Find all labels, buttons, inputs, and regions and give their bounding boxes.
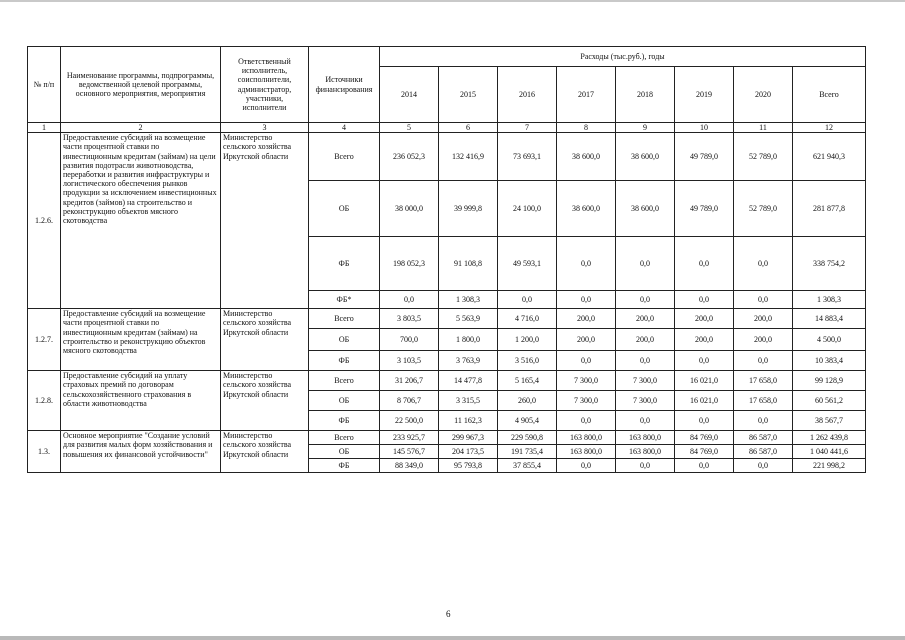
row-year-value: 49 593,1: [498, 237, 557, 291]
row-total-value: 281 877,8: [793, 181, 866, 237]
row-year-value: 38 600,0: [557, 181, 616, 237]
column-number: 6: [439, 123, 498, 133]
row-number: 1.2.7.: [28, 309, 61, 371]
row-year-value: 0,0: [734, 411, 793, 431]
row-year-value: 49 789,0: [675, 181, 734, 237]
row-responsible: Министерство сельского хозяйства Иркутской области: [221, 309, 309, 371]
row-year-value: 8 706,7: [380, 391, 439, 411]
table-row: [28, 431, 866, 445]
row-year-value: 700,0: [380, 329, 439, 351]
row-total-value: 38 567,7: [793, 411, 866, 431]
row-name: Предоставление субсидий на возмещение части процентной ставки по инвестиционным кредитам (займам) на строительство и реконструкцию объектов мясного скотоводства: [61, 309, 221, 371]
row-year-value: 0,0: [557, 237, 616, 291]
row-year-value: 88 349,0: [380, 459, 439, 473]
row-year-value: 0,0: [557, 291, 616, 309]
row-year-value: 39 999,8: [439, 181, 498, 237]
row-source: Всего: [309, 431, 380, 445]
column-number: 10: [675, 123, 734, 133]
column-number: 9: [616, 123, 675, 133]
row-year-value: 200,0: [616, 329, 675, 351]
row-year-value: 0,0: [734, 351, 793, 371]
row-year-value: 200,0: [675, 309, 734, 329]
header-expenses: Расходы (тыс.руб.), годы: [380, 47, 866, 67]
row-year-value: 229 590,8: [498, 431, 557, 445]
column-number: 2: [61, 123, 221, 133]
row-year-value: 38 000,0: [380, 181, 439, 237]
row-year-value: 52 789,0: [734, 133, 793, 181]
row-total-value: 60 561,2: [793, 391, 866, 411]
row-total-value: 338 754,2: [793, 237, 866, 291]
row-year-value: 299 967,3: [439, 431, 498, 445]
column-number: 5: [380, 123, 439, 133]
row-name: Предоставление субсидий на уплату страховых премий по договорам сельскохозяйственного страхования в области животноводства: [61, 371, 221, 431]
row-source: Всего: [309, 371, 380, 391]
row-year-value: 1 200,0: [498, 329, 557, 351]
row-name: Основное мероприятие "Создание условий для развития малых форм хозяйствования и повышения их финансовой устойчивости": [61, 431, 221, 473]
row-total-value: 99 128,9: [793, 371, 866, 391]
row-year-value: 84 769,0: [675, 445, 734, 459]
row-year-value: 11 162,3: [439, 411, 498, 431]
row-source: ФБ: [309, 459, 380, 473]
row-year-value: 14 477,8: [439, 371, 498, 391]
row-year-value: 163 800,0: [557, 445, 616, 459]
row-year-value: 7 300,0: [616, 391, 675, 411]
row-year-value: 198 052,3: [380, 237, 439, 291]
row-total-value: 1 040 441,6: [793, 445, 866, 459]
row-year-value: 200,0: [557, 309, 616, 329]
row-year-value: 3 516,0: [498, 351, 557, 371]
row-source: Всего: [309, 309, 380, 329]
row-year-value: 3 763,9: [439, 351, 498, 371]
row-year-value: 0,0: [675, 237, 734, 291]
row-year-value: 4 905,4: [498, 411, 557, 431]
row-year-value: 91 108,8: [439, 237, 498, 291]
column-number: 7: [498, 123, 557, 133]
header-total: Всего: [793, 67, 866, 123]
row-year-value: 233 925,7: [380, 431, 439, 445]
table-row: [28, 133, 866, 181]
header-year: 2018: [616, 67, 675, 123]
row-year-value: 204 173,5: [439, 445, 498, 459]
page-number: 6: [446, 609, 451, 619]
scan-bottom-edge: [0, 636, 905, 640]
header-year: 2014: [380, 67, 439, 123]
table-row: [28, 309, 866, 329]
row-year-value: 0,0: [498, 291, 557, 309]
header-year: 2020: [734, 67, 793, 123]
row-year-value: 38 600,0: [616, 133, 675, 181]
row-year-value: 0,0: [557, 351, 616, 371]
row-year-value: 22 500,0: [380, 411, 439, 431]
row-year-value: 38 600,0: [616, 181, 675, 237]
row-year-value: 86 587,0: [734, 431, 793, 445]
budget-table: [27, 46, 866, 473]
row-year-value: 5 563,9: [439, 309, 498, 329]
header-year: 2019: [675, 67, 734, 123]
row-source: ОБ: [309, 391, 380, 411]
row-number: 1.3.: [28, 431, 61, 473]
row-name: Предоставление субсидий на возмещение части процентной ставки по инвестиционным кредитам (займам) на цели развития подотрасли животноводства, переработки и развития инфраструктуры и логистического обеспечения рынков продукции за исключением инвестиционных кредитов (займов) на строительство и реконструкцию объектов мясного скотоводства: [61, 133, 221, 309]
row-source: Всего: [309, 133, 380, 181]
row-year-value: 0,0: [616, 237, 675, 291]
header-year: 2016: [498, 67, 557, 123]
row-year-value: 37 855,4: [498, 459, 557, 473]
row-year-value: 1 800,0: [439, 329, 498, 351]
row-year-value: 16 021,0: [675, 371, 734, 391]
row-year-value: 0,0: [557, 459, 616, 473]
row-source: ОБ: [309, 445, 380, 459]
row-year-value: 0,0: [616, 351, 675, 371]
row-source: ОБ: [309, 181, 380, 237]
row-year-value: 200,0: [557, 329, 616, 351]
row-year-value: 7 300,0: [616, 371, 675, 391]
row-year-value: 0,0: [734, 291, 793, 309]
row-year-value: 0,0: [616, 291, 675, 309]
header-responsible: Ответственный исполнитель, соисполнители, администратор, участники, исполнители: [221, 47, 309, 123]
row-year-value: 145 576,7: [380, 445, 439, 459]
header-name: Наименование программы, подпрограммы, ведомственной целевой программы, основного мероприятия, мероприятия: [61, 47, 221, 123]
row-year-value: 200,0: [734, 309, 793, 329]
row-year-value: 260,0: [498, 391, 557, 411]
row-year-value: 0,0: [616, 411, 675, 431]
row-total-value: 621 940,3: [793, 133, 866, 181]
header-num: № п/п: [28, 47, 61, 123]
row-year-value: 200,0: [675, 329, 734, 351]
row-year-value: 0,0: [675, 411, 734, 431]
row-year-value: 16 021,0: [675, 391, 734, 411]
row-total-value: 1 262 439,8: [793, 431, 866, 445]
row-year-value: 132 416,9: [439, 133, 498, 181]
row-responsible: Министерство сельского хозяйства Иркутской области: [221, 371, 309, 431]
row-year-value: 200,0: [616, 309, 675, 329]
column-number: 12: [793, 123, 866, 133]
row-total-value: 4 500,0: [793, 329, 866, 351]
row-source: ФБ*: [309, 291, 380, 309]
column-number: 1: [28, 123, 61, 133]
header-year: 2017: [557, 67, 616, 123]
column-numbers-row: [28, 123, 866, 133]
column-number: 3: [221, 123, 309, 133]
row-total-value: 10 383,4: [793, 351, 866, 371]
row-year-value: 38 600,0: [557, 133, 616, 181]
row-year-value: 0,0: [675, 291, 734, 309]
row-total-value: 14 883,4: [793, 309, 866, 329]
column-number: 8: [557, 123, 616, 133]
row-responsible: Министерство сельского хозяйства Иркутской области: [221, 431, 309, 473]
row-total-value: 221 998,2: [793, 459, 866, 473]
row-year-value: 200,0: [734, 329, 793, 351]
row-year-value: 17 658,0: [734, 391, 793, 411]
row-year-value: 3 103,5: [380, 351, 439, 371]
column-number: 4: [309, 123, 380, 133]
row-source: ФБ: [309, 351, 380, 371]
row-year-value: 7 300,0: [557, 371, 616, 391]
row-year-value: 49 789,0: [675, 133, 734, 181]
row-source: ФБ: [309, 411, 380, 431]
row-year-value: 0,0: [675, 459, 734, 473]
row-year-value: 236 052,3: [380, 133, 439, 181]
row-year-value: 3 803,5: [380, 309, 439, 329]
row-total-value: 1 308,3: [793, 291, 866, 309]
row-year-value: 0,0: [380, 291, 439, 309]
row-number: 1.2.8.: [28, 371, 61, 431]
row-year-value: 4 716,0: [498, 309, 557, 329]
row-year-value: 95 793,8: [439, 459, 498, 473]
row-year-value: 73 693,1: [498, 133, 557, 181]
row-year-value: 86 587,0: [734, 445, 793, 459]
row-year-value: 52 789,0: [734, 181, 793, 237]
row-year-value: 0,0: [557, 411, 616, 431]
header-year: 2015: [439, 67, 498, 123]
row-year-value: 84 769,0: [675, 431, 734, 445]
row-year-value: 0,0: [675, 351, 734, 371]
scan-top-edge: [0, 0, 905, 2]
row-year-value: 0,0: [734, 237, 793, 291]
row-year-value: 0,0: [734, 459, 793, 473]
column-number: 11: [734, 123, 793, 133]
row-year-value: 5 165,4: [498, 371, 557, 391]
table-row: [28, 371, 866, 391]
row-year-value: 17 658,0: [734, 371, 793, 391]
row-year-value: 163 800,0: [557, 431, 616, 445]
row-source: ФБ: [309, 237, 380, 291]
row-year-value: 191 735,4: [498, 445, 557, 459]
row-year-value: 163 800,0: [616, 445, 675, 459]
row-responsible: Министерство сельского хозяйства Иркутской области: [221, 133, 309, 309]
row-year-value: 24 100,0: [498, 181, 557, 237]
header-source: Источники финансирования: [309, 47, 380, 123]
row-source: ОБ: [309, 329, 380, 351]
row-year-value: 7 300,0: [557, 391, 616, 411]
row-year-value: 1 308,3: [439, 291, 498, 309]
row-year-value: 31 206,7: [380, 371, 439, 391]
row-number: 1.2.6.: [28, 133, 61, 309]
row-year-value: 163 800,0: [616, 431, 675, 445]
row-year-value: 0,0: [616, 459, 675, 473]
table-body: [28, 133, 866, 473]
row-year-value: 3 315,5: [439, 391, 498, 411]
